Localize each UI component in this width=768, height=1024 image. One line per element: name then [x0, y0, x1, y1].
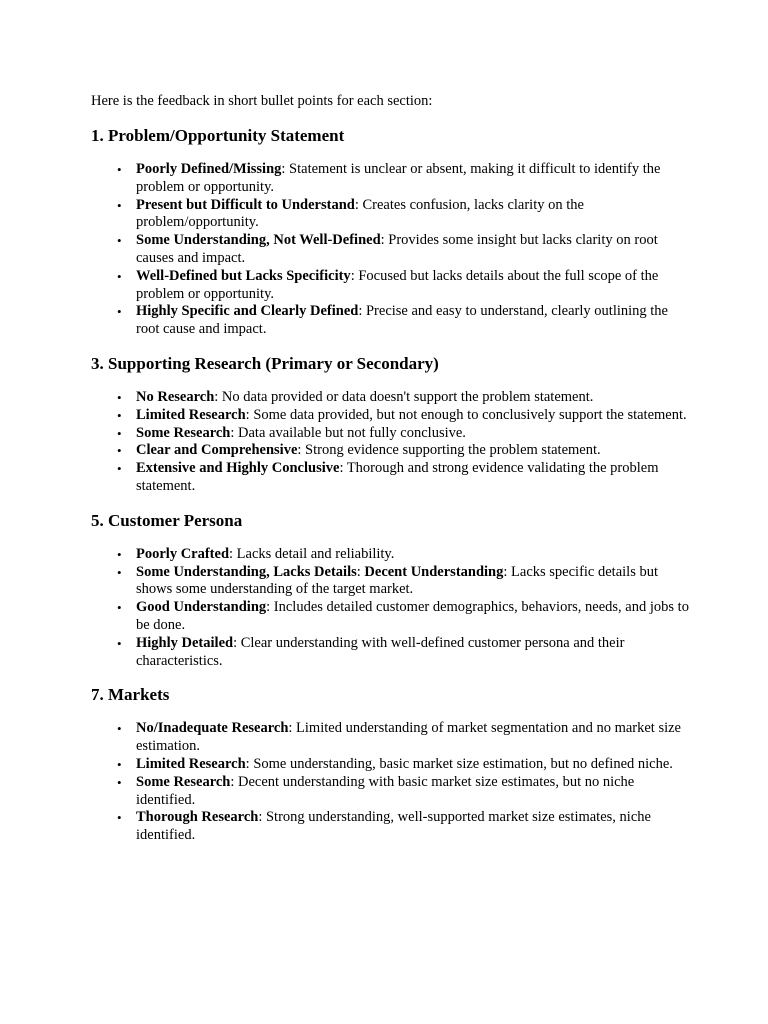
item-text: : [356, 563, 365, 580]
item-text: : Thorough and strong evidence validating the problem statement. [136, 460, 659, 494]
list-item [136, 407, 691, 425]
item-text: : Limited understanding of market segmentation and no market size estimation. [136, 720, 681, 755]
list-item [136, 442, 691, 460]
list-item [136, 460, 691, 496]
item-text: : Strong understanding, well-supported market size estimates, niche identified. [136, 809, 651, 844]
list-item [136, 303, 691, 339]
bullet-list-problem-statement [91, 161, 691, 339]
item-text: : Creates confusion, lacks clarity on the problem/opportunity. [136, 196, 584, 231]
bullet-list-supporting-research [91, 389, 691, 496]
document-page [91, 92, 691, 859]
item-term: Clear and Comprehensive [136, 442, 298, 459]
item-term: Some Understanding, Not Well-Defined [136, 232, 381, 249]
section-heading-problem-statement: 1. Problem/Opportunity Statement [91, 126, 345, 145]
item-text: : Provides some insight but lacks clarity on root causes and impact. [136, 232, 658, 266]
item-text: : Includes detailed customer demographics, behaviors, needs, and jobs to be done. [136, 599, 689, 633]
bullet-list-customer-persona [91, 546, 691, 671]
item-term: Highly Specific and Clearly Defined [136, 303, 359, 320]
item-term: Some Understanding, Lacks Details [136, 563, 357, 580]
item-text: : Lacks detail and reliability. [229, 545, 395, 562]
item-term: Highly Detailed [136, 634, 234, 651]
item-text: : Decent understanding with basic market size estimates, but no niche identified. [136, 773, 635, 808]
list-item [136, 425, 691, 443]
item-text: : Some data provided, but not enough to conclusively support the statement. [245, 406, 687, 423]
list-item [136, 268, 691, 304]
list-item [136, 161, 691, 197]
item-term: Limited Research [136, 406, 246, 423]
item-term: No Research [136, 388, 215, 405]
item-term-secondary: Decent Understanding [364, 563, 504, 580]
bullet-list-markets [91, 720, 691, 845]
section-heading-markets: 7. Markets [91, 685, 170, 705]
list-item [136, 774, 691, 810]
list-item [136, 756, 691, 774]
list-item [136, 546, 691, 564]
list-item [136, 232, 691, 268]
item-term: Good Understanding [136, 599, 267, 616]
item-term: Thorough Research [136, 809, 259, 826]
list-item [136, 809, 691, 845]
intro-text: Here is the feedback in short bullet points for each section: [91, 93, 433, 109]
item-text: : Some understanding, basic market size estimation, but no defined niche. [245, 755, 673, 772]
list-item [136, 389, 691, 407]
section-heading-customer-persona: 5. Customer Persona [91, 510, 243, 530]
item-term: Extensive and Highly Conclusive [136, 460, 340, 477]
item-term: No/Inadequate Research [136, 720, 289, 737]
item-text: : Focused but lacks details about the full scope of the problem or opportunity. [136, 267, 659, 302]
list-item [136, 599, 691, 635]
section-heading-supporting-research: 3. Supporting Research (Primary or Secondary) [91, 353, 439, 373]
item-text: : Data available but not fully conclusive. [230, 424, 466, 441]
item-text: : No data provided or data doesn't support the problem statement. [214, 388, 594, 405]
item-text: : Strong evidence supporting the problem statement. [297, 442, 601, 459]
item-text-secondary: : Lacks specific details but shows some understanding of the target market. [136, 563, 658, 598]
list-item [136, 635, 691, 671]
list-item [136, 720, 691, 756]
item-text: : Precise and easy to understand, clearly outlining the root cause and impact. [136, 303, 668, 338]
item-text: : Clear understanding with well-defined customer persona and their characteristics. [136, 634, 625, 669]
item-term: Poorly Defined/Missing [136, 161, 282, 177]
list-item [136, 564, 691, 600]
item-term: Some Research [136, 773, 231, 790]
list-item [136, 197, 691, 233]
item-term: Well-Defined but Lacks Specificity [136, 267, 351, 284]
item-term: Limited Research [136, 755, 246, 772]
item-term: Some Research [136, 424, 231, 441]
item-term: Present but Difficult to Understand [136, 196, 355, 213]
item-text: : Statement is unclear or absent, making it difficult to identify the problem or opportunity. [136, 161, 661, 195]
item-term: Poorly Crafted [136, 545, 230, 562]
